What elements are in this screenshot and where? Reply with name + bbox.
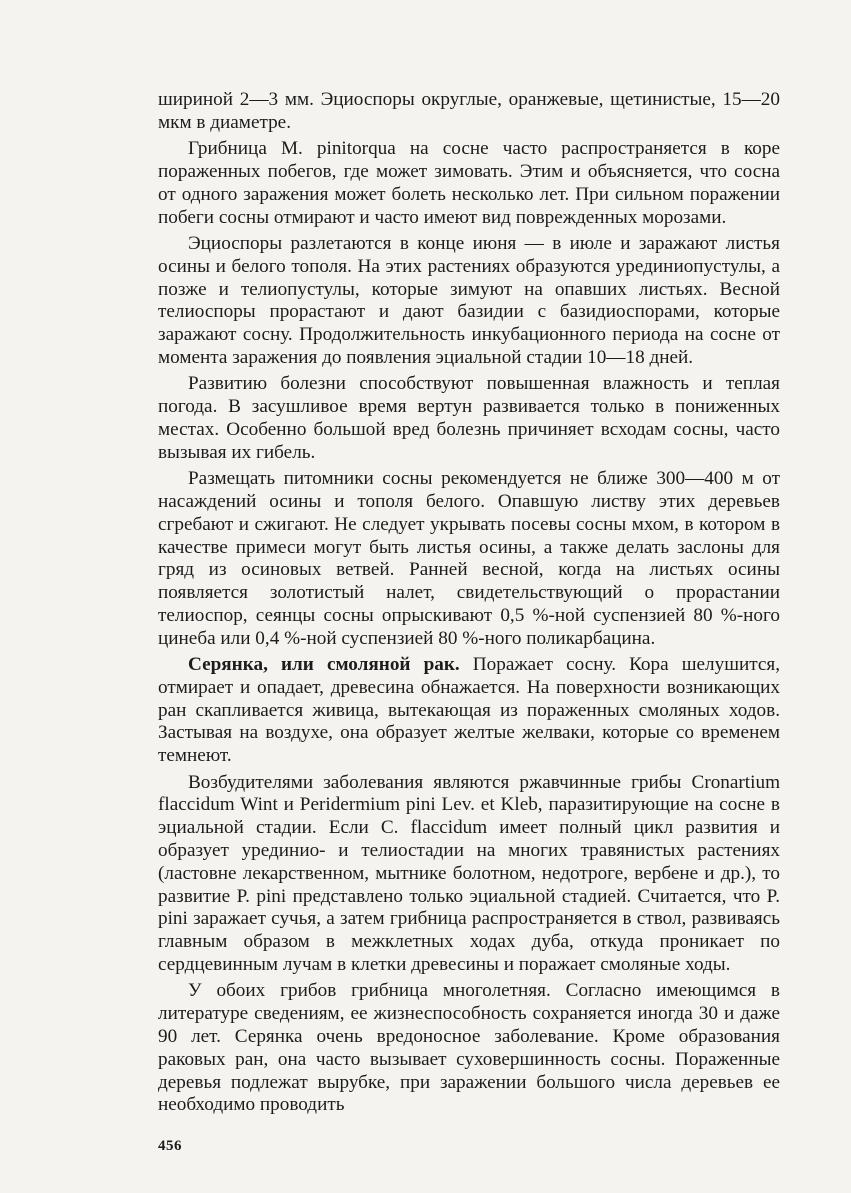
text-body: [158, 89, 780, 1121]
paragraph-7: Возбудителями заболевания являются ржавчинные грибы Cronartium flaccidum Wint и Peridermium pini Lev. et Kleb, паразитирующие на сосне в эциальной стадии. Если C. flaccidum имеет полный цикл развития и образует урединио- и телиостадии на многих травянистых растениях (ластовне лекарственном, мытнике болотном, недотроге, вербене и др.), то развитие P. pini представлено только эциальной стадией. Считается, что P. pini заражает сучья, а затем грибница распространяется в ствол, развиваясь главным образом в межклетных ходах дуба, откуда проникает по сердцевинным лучам в клетки древесины и поражает смоляные ходы.: [158, 771, 780, 976]
paragraph-2: Грибница M. pinitorqua на сосне часто распространяется в коре пораженных побегов, где может зимовать. Этим и объясняется, что сосна от одного заражения может болеть несколько лет. При сильном поражении побеги сосны отмирают и часто имеют вид поврежденных морозами.: [158, 138, 780, 228]
section-heading: Серянка, или смоляной рак.: [188, 654, 460, 676]
paragraph-3: Эциоспоры разлетаются в конце июня — в июле и заражают листья осины и белого тополя. На этих растениях образуются урединиопустулы, а позже и телиопустулы, которые зимуют на опавших листьях. Весной телиоспоры прорастают и дают базидии с базидиоспорами, которые заражают сосну. Продолжительность инкубационного периода на сосне от момента заражения до появления эциальной стадии 10—18 дней.: [158, 232, 780, 368]
section-lead-text: Поражает сосну. Кора шелушится, отмирает и опадает, древесина обнажается. На поверхности возникающих ран скапливается живица, вытекающая из пораженных смоляных ходов. Застывая на воздухе, она образует желтые желваки, которые со временем темнеют.: [158, 654, 780, 767]
section-paragraph: [158, 654, 780, 768]
page-number: 456: [158, 1138, 182, 1154]
paragraph-5: Размещать питомники сосны рекомендуется не ближе 300—400 м от насаждений осины и тополя белого. Опавшую листву этих деревьев сгребают и сжигают. Не следует укрывать посевы сосны мхом, в котором в качестве примеси могут быть листья осины, а также делать заслоны для гряд из осиновых ветвей. Ранней весной, когда на листьях осины появляется золотистый налет, свидетельствующий о прорастании телиоспор, сеянцы сосны опрыскивают 0,5 %-ной суспензией 80 %-ного цинеба или 0,4 %-ной суспензией 80 %-ного поликарбацина.: [158, 468, 780, 649]
paragraph-8: У обоих грибов грибница многолетняя. Согласно имеющимся в литературе сведениям, ее жизнеспособность сохраняется иногда 30 и даже 90 лет. Серянка очень вредоносное заболевание. Кроме образования раковых ран, она часто вызывает суховершинность сосны. Пораженные деревья подлежат вырубке, при заражении большого числа деревьев ее необходимо проводить: [158, 980, 780, 1116]
paragraph-1: шириной 2—3 мм. Эциоспоры округлые, оранжевые, щетинистые, 15—20 мкм в диаметре.: [158, 89, 780, 133]
paragraph-4: Развитию болезни способствуют повышенная влажность и теплая погода. В засушливое время вертун развивается только в пониженных местах. Особенно большой вред болезнь причиняет всходам сосны, часто вызывая их гибель.: [158, 373, 780, 463]
